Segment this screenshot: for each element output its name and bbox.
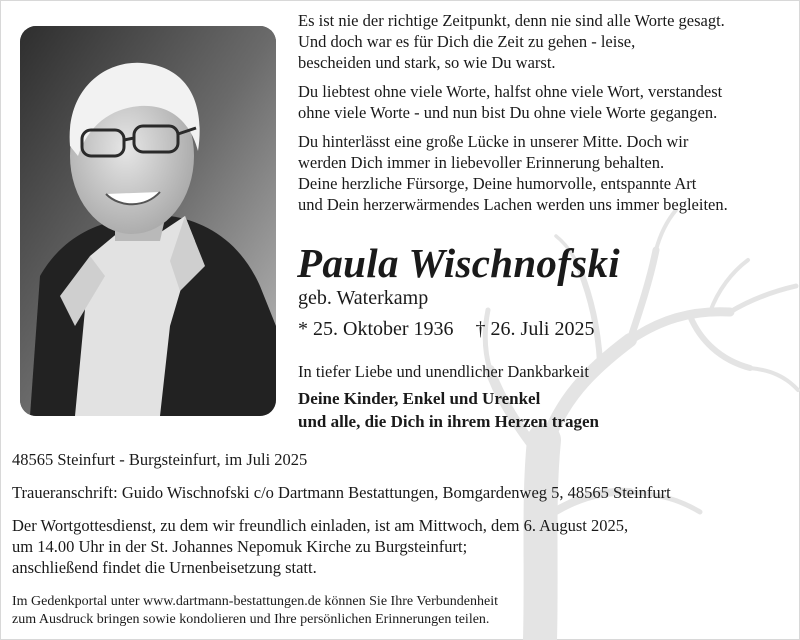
mourning-address: Traueranschrift: Guido Wischnofski c/o Dartmann Bestattungen, Bomgardenweg 5, 48565 Steinfurt: [12, 483, 671, 502]
place-date: 48565 Steinfurt - Burgsteinfurt, im Juli 2025: [12, 450, 308, 469]
mourners-intro: In tiefer Liebe und unendlicher Dankbarkeit: [298, 362, 589, 381]
poem-stanza-2: Du liebtest ohne viele Worte, halfst ohne viele Wort, verstandest ohne viele Worte - und nun bist Du ohne viele Worte gegangen.: [298, 82, 723, 122]
birth-name: geb. Waterkamp: [298, 287, 429, 309]
poem-stanza-3: Du hinterlässt eine große Lücke in unserer Mitte. Doch wir werden Dich immer in liebevoller Erinnerung behalten. Deine herzliche Fürsorge, Deine humorvolle, entspannte Art und Dein herzerwärmendes Lachen werden uns immer begleiten.: [298, 132, 728, 214]
life-dates: [298, 316, 594, 342]
memorial-portal-note: Im Gedenkportal unter www.dartmann-bestattungen.de können Sie Ihre Verbundenheit zum Ausdruck bringen sowie kondolieren und Ihre persönlichen Erinnerungen teilen.: [12, 594, 498, 627]
details-block: [12, 449, 788, 590]
mourners-others: und alle, die Dich in ihrem Herzen tragen: [298, 412, 599, 431]
birth-date: * 25. Oktober 1936: [298, 318, 454, 340]
portrait-photo: [20, 26, 276, 416]
mourners-family: Deine Kinder, Enkel und Urenkel: [298, 389, 541, 408]
portrait-image: [20, 26, 276, 416]
poem-stanza-1: Es ist nie der richtige Zeitpunkt, denn nie sind alle Worte gesagt. Und doch war es für Dich die Zeit zu gehen - leise, bescheiden und stark, so wie Du warst.: [298, 11, 725, 72]
poem-block: [298, 10, 788, 223]
mourners-block: [298, 361, 778, 433]
deceased-name: Paula Wischnofski: [297, 240, 620, 286]
death-date: † 26. Juli 2025: [475, 318, 595, 340]
service-info: Der Wortgottesdienst, zu dem wir freundlich einladen, ist am Mittwoch, dem 6. August 2025, um 14.00 Uhr in der St. Johannes Nepomuk Kirche zu Burgsteinfurt; anschließend findet die Urnenbeisetzung statt.: [12, 516, 629, 577]
